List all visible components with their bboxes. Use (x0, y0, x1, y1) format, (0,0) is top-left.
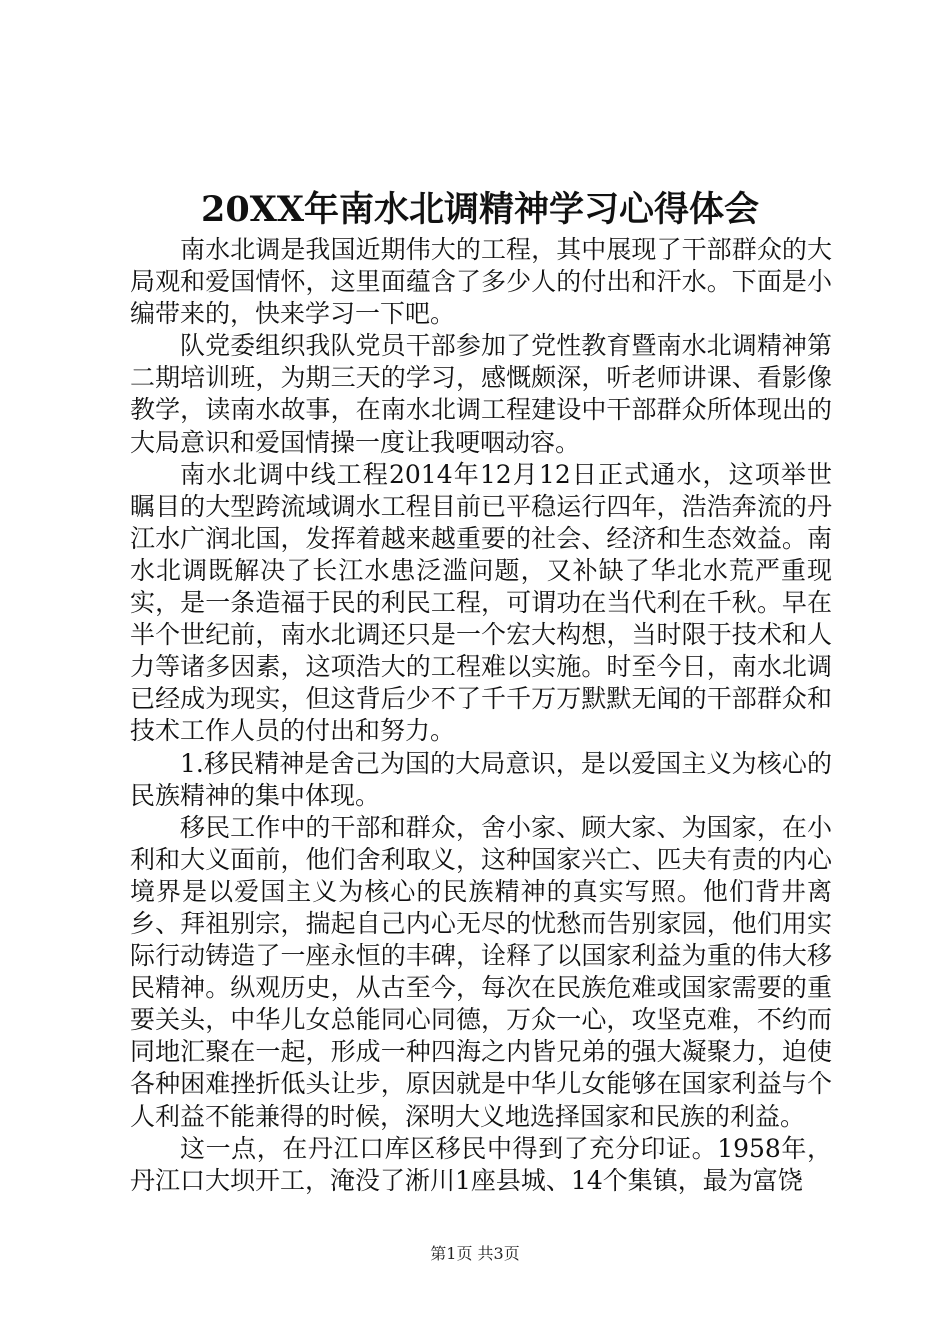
page-number-footer: 第1页 共3页 (430, 1244, 520, 1263)
paragraph-training: 队党委组织我队党员干部参加了党性教育暨南水北调精神第二期培训班，为期三天的学习，感慨颇深，听老师讲课、看影像教学，读南水故事，在南水北调工程建设中干部群众所体现出的大局意识和爱国情操一度让我哽咽动容。 (130, 331, 832, 457)
paragraph-heading-1: 1.移民精神是舍己为国的大局意识，是以爱国主义为核心的民族精神的集中体现。 (130, 748, 832, 810)
paragraph-danjiangkou: 这一点，在丹江口库区移民中得到了充分印证。1958年，丹江口大坝开工，淹没了淅川1座县城、14个集镇，最为富饶 (130, 1133, 832, 1195)
document-title: 20XX年南水北调精神学习心得体会 (200, 189, 760, 230)
paragraph-project: 南水北调中线工程2014年12月12日正式通水，这项举世瞩目的大型跨流域调水工程目前已平稳运行四年，浩浩奔流的丹江水广润北国，发挥着越来越重要的社会、经济和生态效益。南水北调既解决了长江水患泛滥问题，又补缺了华北水荒严重现实，是一条造福于民的利民工程，可谓功在当代利在千秋。早在半个世纪前，南水北调还只是一个宏大构想，当时限于技术和人力等诸多因素，这项浩大的工程难以实施。时至今日，南水北调已经成为现实，但这背后少不了千千万万默默无闻的干部群众和技术工作人员的付出和努力。 (130, 459, 832, 746)
paragraph-migrants: 移民工作中的干部和群众，舍小家、顾大家、为国家，在小利和大义面前，他们舍利取义，这种国家兴亡、匹夫有责的内心境界是以爱国主义为核心的民族精神的真实写照。他们背井离乡、拜祖别宗，揣起自己内心无尽的忧愁而告别家园，他们用实际行动铸造了一座永恒的丰碑，诠释了以国家利益为重的伟大移民精神。纵观历史，从古至今，每次在民族危难或国家需要的重要关头，中华儿女总能同心同德，万众一心，攻坚克难，不约而同地汇聚在一起，形成一种四海之内皆兄弟的强大凝聚力，迫使各种困难挫折低头让步，原因就是中华儿女能够在国家利益与个人利益不能兼得的时候，深明大义地选择国家和民族的利益。 (130, 812, 832, 1131)
document-body (130, 234, 832, 1197)
paragraph-intro: 南水北调是我国近期伟大的工程，其中展现了干部群众的大局观和爱国情怀，这里面蕴含了多少人的付出和汗水。下面是小编带来的，快来学习一下吧。 (130, 235, 832, 329)
